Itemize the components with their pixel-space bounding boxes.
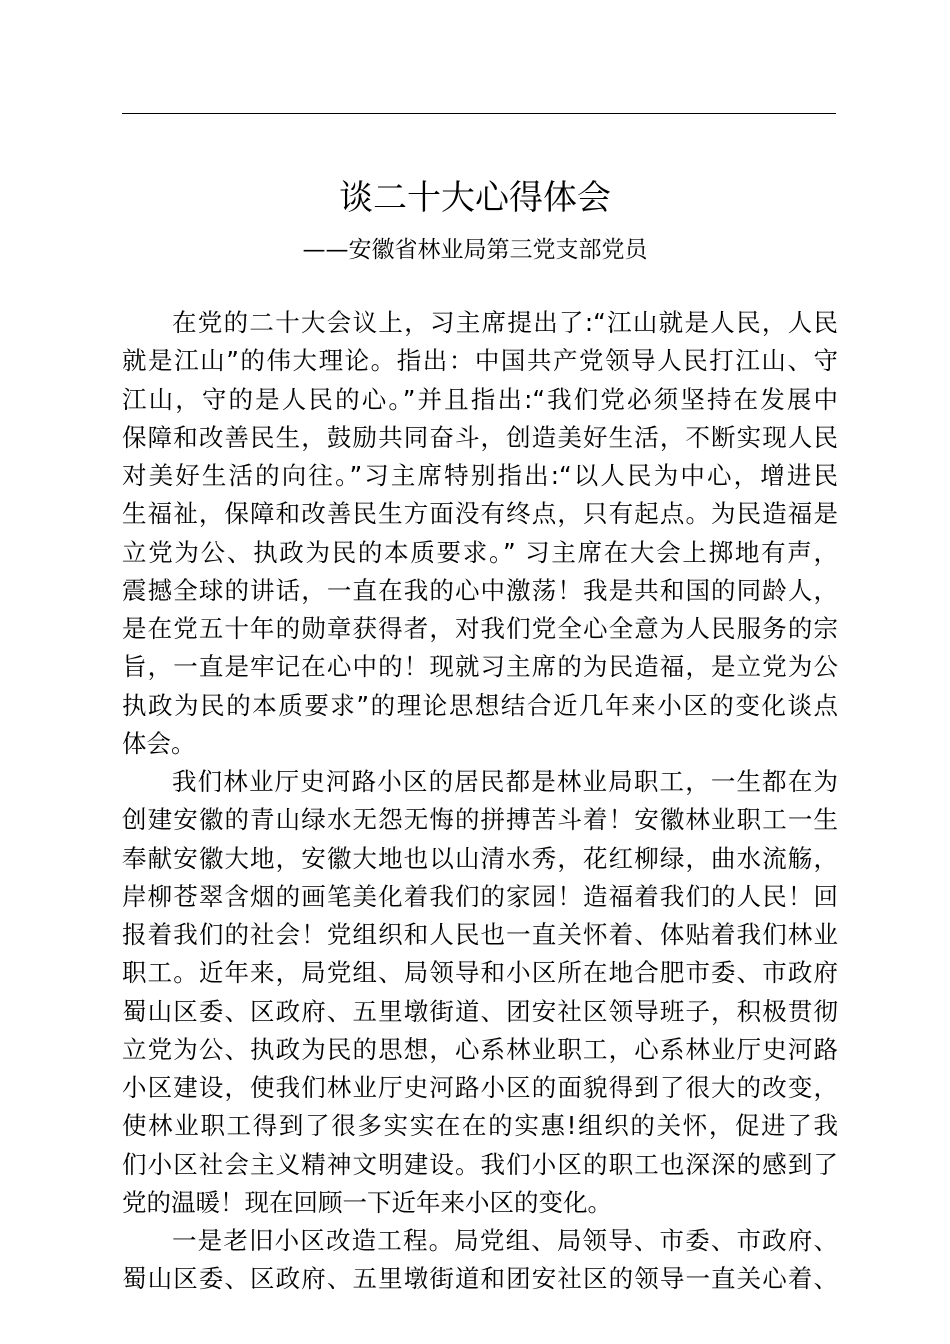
- text-line: 党的温暖！现在回顾一下近年来小区的变化。: [122, 1187, 612, 1217]
- text-line: 我们林业厅史河路小区的居民都是林业局职工，一生都在为: [172, 767, 838, 796]
- text-line: 在党的二十大会议上，习主席提出了:“江山就是人民，人民: [172, 308, 838, 337]
- text-line: 立党为公、执政为民的本质要求。” 习主席在大会上掷地有声，: [122, 537, 838, 567]
- text-line: 蜀山区委、区政府、五里墩街道和团安社区的领导一直关心着、: [122, 1264, 838, 1294]
- text-line: 就是江山”的伟大理论。指出：中国共产党领导人民打江山、守: [122, 346, 838, 376]
- text-line: 岸柳苍翠含烟的画笔美化着我们的家园！造福着我们的人民！回: [122, 881, 838, 911]
- text-line: 旨，一直是牢记在心中的！现就习主席的为民造福，是立党为公: [122, 652, 838, 682]
- paragraph-2: [122, 763, 838, 1222]
- document-subtitle: ——安徽省林业局第三党支部党员: [302, 237, 648, 263]
- text-line: 体会。: [122, 728, 196, 758]
- text-line: 对美好生活的向往。”习主席特别指出:“以人民为中心，增进民: [122, 461, 838, 490]
- text-line: 是在党五十年的勋章获得者，对我们党全心全意为人民服务的宗: [122, 614, 838, 643]
- text-line: 创建安徽的青山绿水无怨无悔的拼搏苦斗着！安徽林业职工一生: [122, 805, 838, 835]
- text-line: 震撼全球的讲话，一直在我的心中激荡！我是共和国的同龄人，: [122, 575, 838, 605]
- text-line: 执政为民的本质要求”的理论思想结合近几年来小区的变化谈点: [122, 690, 838, 720]
- document-title: 谈二十大心得体会: [339, 178, 611, 218]
- text-line: 报着我们的社会！党组织和人民也一直关怀着、体贴着我们林业: [122, 920, 838, 949]
- text-line: 职工。近年来，局党组、局领导和小区所在地合肥市委、市政府: [122, 958, 838, 988]
- text-line: 们小区社会主义精神文明建设。我们小区的职工也深深的感到了: [122, 1149, 838, 1179]
- text-line: 小区建设，使我们林业厅史河路小区的面貌得到了很大的改变，: [122, 1073, 838, 1102]
- text-line: 生福祉，保障和改善民生方面没有终点，只有起点。为民造福是: [122, 499, 838, 529]
- paragraph-3: [122, 1222, 838, 1299]
- document-body: [122, 304, 838, 1299]
- text-line: 蜀山区委、区政府、五里墩街道、团安社区领导班子，积极贯彻: [122, 996, 838, 1026]
- text-line: 保障和改善民生，鼓励共同奋斗，创造美好生活，不断实现人民: [122, 422, 838, 452]
- text-line: 奉献安徽大地，安徽大地也以山清水秀，花红柳绿，曲水流觞，: [122, 843, 838, 873]
- text-line: 江山，守的是人民的心。”并且指出:“我们党必须坚持在发展中: [122, 384, 838, 414]
- header-rule: [122, 113, 836, 114]
- text-line: 立党为公、执政为民的思想，心系林业职工，心系林业厅史河路: [122, 1034, 838, 1064]
- paragraph-1: [122, 304, 838, 763]
- text-line: 使林业职工得到了很多实实在在的实惠!组织的关怀，促进了我: [122, 1111, 838, 1141]
- text-line: 一是老旧小区改造工程。局党组、局领导、市委、市政府、: [172, 1226, 838, 1255]
